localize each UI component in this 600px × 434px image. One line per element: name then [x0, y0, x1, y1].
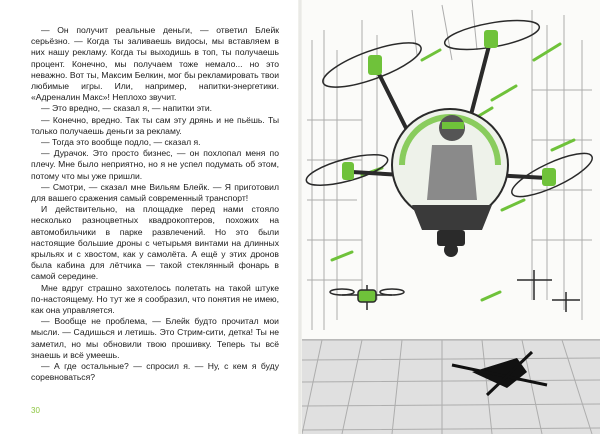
paragraph: — Смотри, — сказал мне Вильям Блейк. — Я приготовил для вашего сражения самый современный транспорт! — [31, 181, 279, 204]
page-number: 30 — [31, 406, 40, 415]
paragraph: — А где остальные? — спросил я. — Ну, с кем я буду соревноваться? — [31, 361, 279, 383]
paragraph: — Дурачок. Это просто бизнес, — он похлопал меня по плечу. Мне было неприятно, но я не успел подумать об этом, потому что мы уже пришли. — [31, 148, 279, 181]
paragraph: — Конечно, вредно. Так ты сам эту дрянь и не пьёшь. Ты только получаешь деньги за рекламу. — [31, 114, 279, 136]
paragraph: — Вообще не проблема, — Блейк будто прочитал мои мысли. — Садишься и летишь. Это Стрим-сити, детка! Ты не заметил, но мы обновили твою прошивку. Теперь ты всё знаешь и всё умеешь. — [31, 316, 279, 360]
story-text — [31, 25, 279, 384]
paragraph: — Тогда это вообще подло, — сказал я. — [41, 137, 201, 148]
paragraph: — Это вредно, — сказал я, — напитки эти. — [41, 103, 213, 114]
drone-illustration — [302, 0, 600, 434]
paragraph: Мне вдруг страшно захотелось полетать на такой штуке по-настоящему. Но тут же я сообразил, что понятия не имею, как она управляется. — [31, 282, 279, 316]
paragraph: И действительно, на площадке перед нами стояло несколько разноцветных квадрокоптеров, похожих на автомобильчики в парке развлечений. Но это были настоящие большие дроны с четырьмя винтами на длинных крыльях и с хвостом, как у самолёта. А ещё у этих дронов была кабина для лётчика — такой стеклянный фонарь в самой середине. — [31, 204, 279, 282]
paragraph: — Он получит реальные деньги, — ответил Блейк серьёзно. — Когда ты заливаешь видосы, мы вставляем в них нашу рекламу. Когда ты выходишь в топ, ты получаешь процент. Конечно, мы получаем тоже немало... но это неважно. Вот ты, Максим Белкин, мог бы рекламировать твои любимые игры. Или, например, напитки-энергетики. «Адреналин Макс»! Неплохо звучит. — [31, 25, 279, 103]
drone-sketch-icon — [302, 0, 600, 434]
